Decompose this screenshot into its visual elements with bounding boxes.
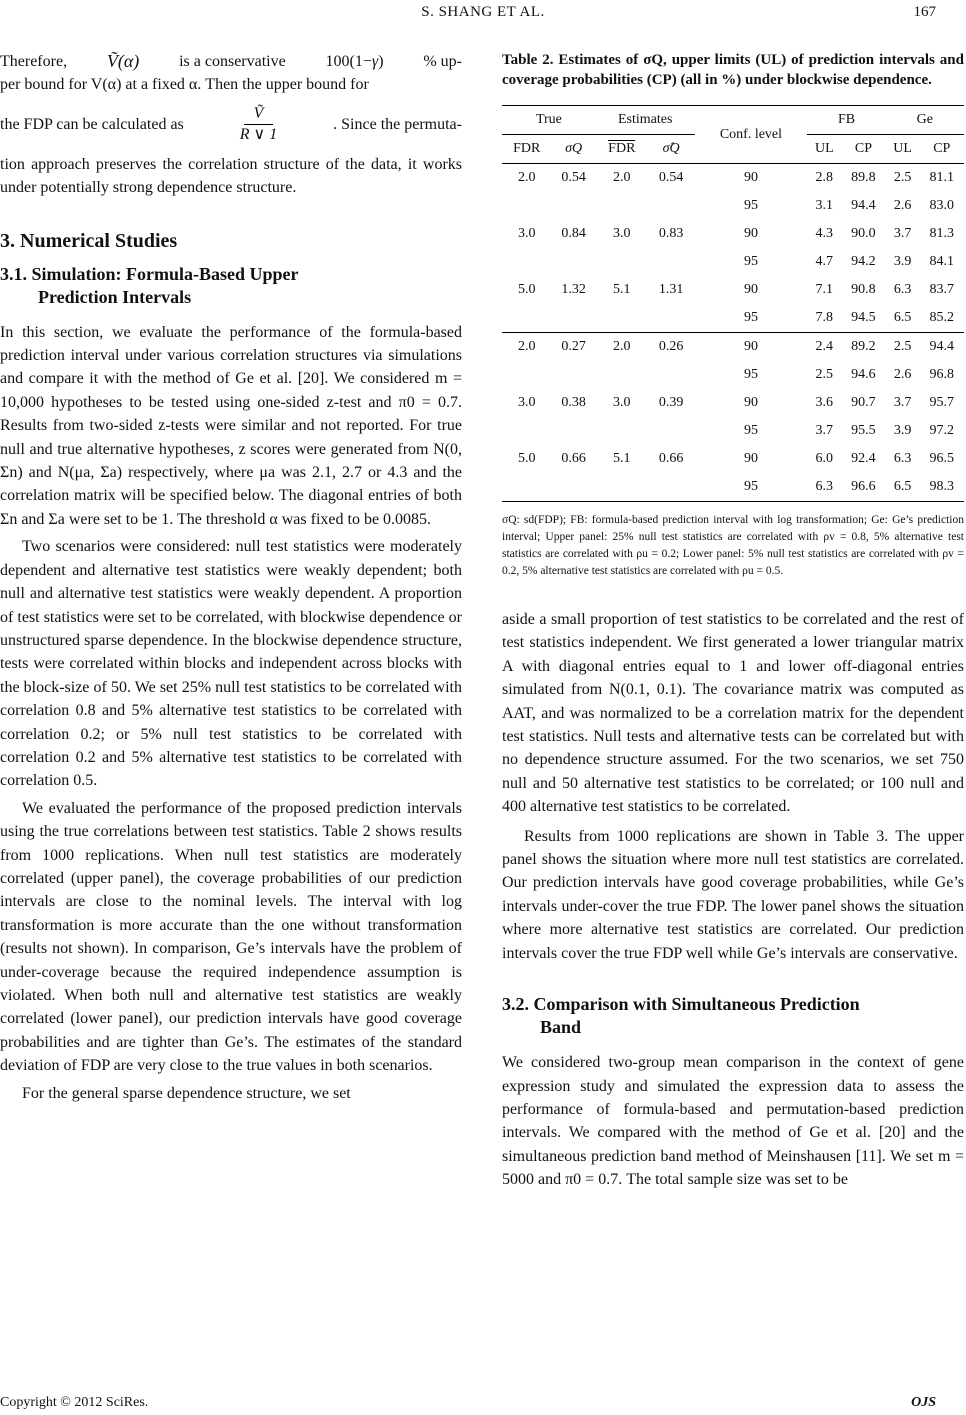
table-cell: 0.66	[561, 451, 586, 466]
footer-copyright: Copyright © 2012 SciRes.	[0, 1395, 149, 1410]
table-cell: 3.0	[613, 395, 631, 410]
table-cell	[502, 473, 551, 502]
col-true: True	[502, 106, 596, 135]
table-cell: 89.2	[851, 339, 876, 354]
table-cell: 95	[743, 367, 758, 382]
col-estimates: Estimates	[596, 106, 695, 135]
table-cell: 3.9	[893, 423, 912, 438]
table-cell: 3.1	[815, 198, 834, 213]
table-cell: 2.5	[893, 170, 912, 185]
table-cell: 2.5	[893, 339, 912, 354]
table-cell: 5.0	[517, 282, 536, 297]
table-cell	[502, 304, 551, 333]
running-header: S. SHANG ET AL.	[421, 4, 545, 20]
table-row	[502, 333, 964, 362]
table-row	[502, 248, 964, 276]
table-cell: 2.5	[815, 367, 834, 382]
table-cell: 3.0	[613, 226, 631, 241]
table-cell	[648, 192, 695, 220]
table-cell: 6.5	[893, 479, 912, 494]
table-cell: 92.4	[851, 451, 876, 466]
table-cell: 96.8	[929, 367, 954, 382]
paragraph-scenarios: Two scenarios were considered: null test statistics were moderately dependent and alternative test statistics were weakly dependent; both null and alternative test statistics were weakly dependent. A proportion of test statistics were set to be correlated, with blockwise dependence or unstructured sparse dependence. In the blockwise dependence structure, tests were correlated within blocks and independent across blocks with the block-size of 50. We set 25% null test statistics to be correlated with correlation 0.8 and 5% alternative test statistics to be correlated with correlation 0.2; or 5% null test statistics to be correlated with correlation 0.2 and 5% alternative test statistics to be correlated with correlation 0.5.	[0, 538, 462, 790]
table-cell: 95	[743, 198, 758, 213]
table-row	[502, 417, 964, 445]
table-cell: 3.0	[517, 395, 536, 410]
paragraph-simulation: In this section, we evaluate the performance of the formula-based prediction interval under various correlation structures via simulations and compare it with the method of Ge et al. [20]. We considered m = 10,000 hypotheses to be tested using one-sided z-test and π0 = 0.7. Results from two-sided z-tests were similar and not reported. For true null and true alternative hypotheses, z scores were generated from N(0, Σn) and N(μa, Σa) respectively, where μa was 2.1, 2.7 or 4.3 and the correlation matrix will be specified below. The diagonal entries of both Σn and Σa were set to be 1. The threshold α was fixed to be 0.0085.	[0, 323, 462, 528]
table-cell: 5.1	[613, 451, 631, 466]
table-row	[502, 473, 964, 502]
right-column	[502, 50, 964, 1192]
table-cell: 90	[743, 339, 758, 354]
col-sigma-q-hat: σ̂Q	[662, 141, 680, 156]
table-cell	[596, 361, 648, 389]
table-cell: 6.0	[815, 451, 834, 466]
table-cell	[596, 473, 648, 502]
table-cell	[551, 417, 595, 445]
table-cell: 1.31	[658, 282, 684, 297]
table-cell: 3.7	[815, 423, 834, 438]
table-cell: 90.8	[851, 282, 876, 297]
section-heading-3-2: 3.2. Comparison with Simultaneous Prediction Band	[502, 994, 860, 1038]
table-cell: 96.6	[851, 479, 876, 494]
table-cell: 90	[743, 282, 758, 297]
table-cell: 95	[743, 254, 758, 269]
table-cell: 2.0	[613, 339, 631, 354]
col-ge-cp: CP	[933, 141, 951, 156]
table-cell	[596, 304, 648, 333]
table-cell: 98.3	[929, 479, 954, 494]
table-cell: 90	[743, 451, 758, 466]
table-cell: 95	[743, 310, 758, 325]
table-cell	[596, 248, 648, 276]
table-cell: 5.1	[613, 282, 631, 297]
col-fdr-hat: FDR	[608, 141, 636, 156]
table-row	[502, 389, 964, 417]
table-cell	[551, 473, 595, 502]
table-cell: 3.7	[893, 395, 912, 410]
table-cell: 3.6	[815, 395, 834, 410]
table-cell: 94.6	[851, 367, 876, 382]
table-cell: 6.3	[815, 479, 834, 494]
table-cell: 94.2	[851, 254, 876, 269]
table-cell: 3.7	[893, 226, 912, 241]
table-cell: 83.7	[929, 282, 954, 297]
table-caption: Table 2. Estimates of σQ, upper limits (UL) of prediction intervals and coverage probabilities (CP) (all in %) under blockwise dependence.	[502, 52, 964, 88]
table-cell: 95.7	[929, 395, 954, 410]
math-100-gamma: 100(1−γ)	[325, 53, 384, 70]
table-cell: 85.2	[929, 310, 954, 325]
table-cell: 1.32	[561, 282, 586, 297]
paragraph-intro-end: tion approach preserves the correlation structure of the data, it works under potentially strong dependence structure.	[0, 155, 462, 197]
table-cell: 90	[743, 226, 758, 241]
table-cell: 97.2	[929, 423, 954, 438]
col-fb-ul: UL	[814, 141, 834, 156]
table-cell: 2.4	[815, 339, 834, 354]
table-cell: 2.0	[517, 170, 536, 185]
table-cell: 0.83	[658, 226, 684, 241]
table-cell: 0.27	[561, 339, 586, 354]
table-cell: 4.7	[815, 254, 834, 269]
col-fdr: FDR	[513, 141, 541, 156]
table-cell: 2.0	[517, 339, 536, 354]
table-cell	[648, 304, 695, 333]
lower-panel	[502, 333, 964, 502]
table-cell: 83.0	[929, 198, 954, 213]
table-cell: 5.0	[517, 451, 536, 466]
table-cell: 90.7	[851, 395, 876, 410]
table-cell: 0.26	[658, 339, 684, 354]
table-cell	[502, 417, 551, 445]
paragraph-comparison: We considered two-group mean comparison in the context of gene expression study and simulated the expression data to assess the performance of formula-based and permutation-based prediction intervals. We compared with the method of Ge et al. [20] and the simultaneous prediction band method of Meinshausen [11]. We set m = 5000 and π0 = 0.7. The total sample size was set to be	[502, 1054, 964, 1189]
table-cell	[502, 248, 551, 276]
table-cell: 94.5	[851, 310, 876, 325]
upper-panel	[502, 164, 964, 333]
table-cell: 0.54	[561, 170, 586, 185]
table-cell: 7.8	[815, 310, 834, 325]
table-cell	[648, 248, 695, 276]
paragraph-sparse: For the general sparse dependence structure, we set	[22, 1084, 351, 1102]
table-cell: 94.4	[929, 339, 954, 354]
footer-journal: OJS	[911, 1395, 936, 1410]
table-cell: 2.6	[893, 367, 912, 382]
table-cell: 81.1	[929, 170, 954, 185]
table-cell: 96.5	[929, 451, 954, 466]
table-cell: 95.5	[851, 423, 876, 438]
col-sigma-q: σQ	[565, 141, 583, 156]
table-cell: 0.66	[658, 451, 684, 466]
table-cell: 3.0	[517, 226, 536, 241]
math-v-tilde: Ṽ(α)	[106, 51, 140, 71]
results-table	[502, 105, 964, 502]
table-cell: 0.39	[658, 395, 684, 410]
math-fraction: Ṽ R ∨ 1	[239, 105, 278, 144]
table-cell	[551, 192, 595, 220]
table-cell: 90.0	[851, 226, 876, 241]
col-ge: Ge	[886, 106, 964, 135]
table-row	[502, 276, 964, 304]
table-cell: 2.0	[613, 170, 631, 185]
table-cell	[551, 361, 595, 389]
paragraph-intro-formula: the FDP can be calculated as Ṽ R ∨ 1 . Since the permuta-	[0, 105, 462, 144]
paragraph-sparse-cont: aside a small proportion of test statistics to be correlated and the rest of test statistics independent. We first generated a lower triangular matrix A with diagonal entries equal to 1 and lower off-diagonal entries simulated from N(0.1, 0.1). The covariance matrix was computed as AAT, and was normalized to be a correlation matrix for the dependent test statistics. Null tests and alternative tests can be correlated but with no dependence structure assumed. For the two scenarios, we set 750 null and 50 alternative test statistics to be correlated; or 100 null and 400 alternative test statistics to be correlated.	[502, 611, 964, 816]
paragraph-evaluation: We evaluated the performance of the proposed prediction intervals using the true correlations between test statistics. Table 2 shows results from 1000 replications. When null test statistics are moderately correlated (upper panel), the coverage probabilities of our prediction intervals are close to the nominal levels. The interval with log transformation is more accurate than the one without transformation (results not shown). In comparison, Ge’s intervals have the problem of under-coverage because the required independence assumption is violated. When both null and alternative test statistics are weakly correlated (lower panel), our prediction intervals have good coverage probabilities and are tighter than Ge’s. The estimates of the standard deviation of FDP are very close to the true values in both scenarios.	[0, 799, 462, 1075]
table-cell: 6.3	[893, 282, 912, 297]
table-row	[502, 192, 964, 220]
section-heading-3: 3. Numerical Studies	[0, 229, 178, 252]
table-cell: 0.38	[561, 395, 586, 410]
table-cell	[551, 248, 595, 276]
table-cell: 3.9	[893, 254, 912, 269]
table-row	[502, 361, 964, 389]
paragraph-intro: Therefore, Ṽ(α) is a conservative 100(1−γ) % up-	[0, 50, 462, 73]
paragraph-results: Results from 1000 replications are shown in Table 3. The upper panel shows the situation where more null test statistics are correlated. Our prediction intervals have good coverage probabilities, while Ge’s intervals under-cover the true FDP. The lower panel shows the situation where more alternative test statistics are correlated. Our prediction intervals cover the true FDP well while Ge’s intervals are conservative.	[502, 827, 964, 962]
table-footnote: σQ: sd(FDP); FB: formula-based prediction interval with log transformation; Ge: Ge’s prediction interval; Upper panel: 25% null test statistics are correlated with ρv = 0.8, 5% alternative test statistics are correlated with ρu = 0.2; Lower panel: 5% null test statistics are correlated with ρv = 0.2, 5% alternative test statistics are correlated with ρu = 0.5.	[502, 514, 964, 577]
table-cell: 95	[743, 423, 758, 438]
table-cell: 81.3	[929, 226, 954, 241]
paragraph-intro-cont: per bound for V(α) at a fixed α. Then the upper bound for	[0, 76, 369, 94]
col-fb-cp: CP	[854, 141, 872, 156]
section-heading-3-1: 3.1. Simulation: Formula-Based Upper Prediction Intervals	[0, 263, 299, 307]
page-number: 167	[913, 4, 936, 20]
table-cell	[648, 361, 695, 389]
table-cell: 7.1	[815, 282, 834, 297]
table-cell	[648, 417, 695, 445]
table-cell	[502, 361, 551, 389]
table-cell	[596, 417, 648, 445]
col-ge-ul: UL	[893, 141, 912, 156]
table-cell: 95	[743, 479, 758, 494]
table-cell: 0.54	[658, 170, 684, 185]
table-cell: 6.3	[893, 451, 912, 466]
table-row	[502, 220, 964, 248]
table-cell	[596, 192, 648, 220]
left-column	[0, 50, 462, 1105]
table-cell: 6.5	[893, 310, 912, 325]
table-cell: 0.84	[561, 226, 586, 241]
table-cell	[648, 473, 695, 502]
table-row	[502, 304, 964, 333]
table-cell: 84.1	[929, 254, 954, 269]
table-row	[502, 164, 964, 193]
table-cell: 90	[743, 395, 758, 410]
col-fb: FB	[807, 106, 885, 135]
table-cell	[502, 192, 551, 220]
table-cell: 94.4	[851, 198, 876, 213]
table-cell: 90	[743, 170, 758, 185]
col-conf-level: Conf. level	[719, 126, 783, 142]
table-cell: 2.8	[815, 170, 834, 185]
table-cell: 89.8	[851, 170, 876, 185]
table-cell: 2.6	[893, 198, 912, 213]
table-cell	[551, 304, 595, 333]
table-row	[502, 445, 964, 473]
table-cell: 4.3	[815, 226, 834, 241]
